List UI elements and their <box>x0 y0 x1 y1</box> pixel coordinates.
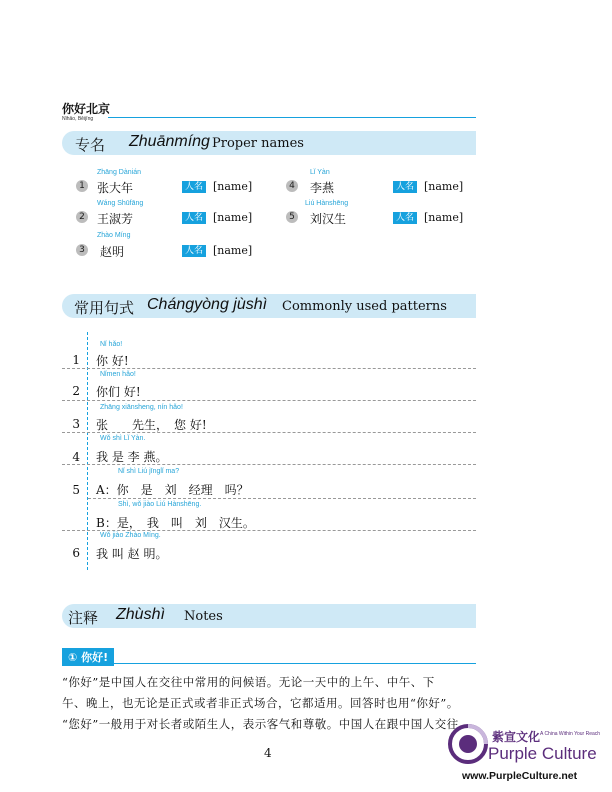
item-gloss: [name] <box>213 180 253 193</box>
logo-pinyin: Nǐhǎo, Běijīng <box>62 116 94 122</box>
section-title-pinyin: Zhuānmíng <box>129 133 210 150</box>
pattern-number: 5 <box>72 483 80 497</box>
header-rule <box>108 117 476 118</box>
item-pinyin: Wáng Shūfāng <box>97 200 144 207</box>
item-number: 3 <box>76 244 88 256</box>
pattern-pinyin: Zhāng xiānsheng, nín hǎo! <box>100 404 183 411</box>
pattern-pinyin: Wǒ shì Lǐ Yàn. <box>100 435 146 442</box>
item-pinyin: Zhāng Dànián <box>97 169 141 176</box>
purple-culture-logo-icon <box>448 724 488 764</box>
row-separator <box>62 464 476 465</box>
page-number: 4 <box>264 746 272 760</box>
section-title-en: Notes <box>184 609 223 624</box>
item-pinyin: Zhào Míng <box>97 232 131 239</box>
person-name-tag: 人名 <box>393 181 417 193</box>
note-paragraph-line: 午、晚上，也无论是正式或者非正式场合，它都适用。回答时也用“你好”。 <box>62 696 459 710</box>
watermark-url: www.PurpleCulture.net <box>462 770 578 782</box>
section-band-notes <box>62 604 476 628</box>
watermark-brand: Purple Culture <box>488 744 597 763</box>
section-band-patterns <box>62 294 476 318</box>
pattern-pinyin: Nǐ hǎo! <box>100 341 123 348</box>
pattern-hanzi: 我 是 李 燕。 <box>96 450 168 464</box>
item-hanzi: 刘汉生 <box>310 212 347 226</box>
section-title-pinyin: Chángyòng jùshì <box>147 296 268 313</box>
row-separator <box>88 498 476 499</box>
pattern-number: 6 <box>72 546 80 560</box>
pattern-number: 3 <box>72 417 80 431</box>
item-number: 5 <box>286 211 298 223</box>
item-hanzi: 王淑芳 <box>97 212 134 226</box>
item-hanzi: 李燕 <box>310 181 335 195</box>
section-title-cn: 专名 <box>75 136 106 154</box>
watermark <box>448 724 610 790</box>
item-gloss: [name] <box>424 180 464 193</box>
pattern-pinyin: Wǒ jiào Zhào Míng. <box>100 532 161 539</box>
person-name-tag: 人名 <box>182 212 206 224</box>
section-title-cn: 常用句式 <box>74 299 135 317</box>
pattern-pinyin: Shì, wǒ jiào Liú Hànshēng. <box>118 501 202 508</box>
person-name-tag: 人名 <box>182 181 206 193</box>
pattern-hanzi: 你们 好! <box>96 385 141 399</box>
item-gloss: [name] <box>213 211 253 224</box>
pattern-hanzi: A：你 是 刘 经理 吗？ <box>96 483 249 497</box>
watermark-tagline: A China Within Your Reach <box>540 731 601 737</box>
item-hanzi: 张大年 <box>97 181 134 195</box>
item-pinyin: Liú Hànshēng <box>305 200 349 207</box>
note-label-rule <box>62 663 476 664</box>
pattern-hanzi: 我 叫 赵 明。 <box>96 547 168 561</box>
row-separator <box>62 400 476 401</box>
watermark-cn: 紫宣文化 <box>492 730 541 744</box>
item-number: 1 <box>76 180 88 192</box>
item-gloss: [name] <box>424 211 464 224</box>
section-title-cn: 注释 <box>68 609 99 627</box>
note-label: ① 你好! <box>62 648 114 666</box>
person-name-tag: 人名 <box>182 245 206 257</box>
pattern-number: 4 <box>72 450 80 464</box>
pattern-pinyin: Nǐ shì Liú jīnglǐ ma? <box>118 468 180 475</box>
item-number: 4 <box>286 180 298 192</box>
row-separator <box>62 432 476 433</box>
pattern-pinyin: Nǐmen hǎo! <box>100 371 136 378</box>
section-title-en: Commonly used patterns <box>282 299 447 314</box>
note-paragraph-line: “您好”一般用于对长者或陌生人，表示客气和尊敬。中国人在跟中国人交往 <box>62 717 459 731</box>
pattern-hanzi: 张 先生， 您 好! <box>96 418 207 432</box>
pattern-number: 1 <box>72 353 80 367</box>
section-title-en: Proper names <box>212 136 304 151</box>
pattern-hanzi: B：是， 我 叫 刘 汉生。 <box>96 516 255 530</box>
section-band-proper-names <box>62 131 476 155</box>
pattern-hanzi: 你 好! <box>96 354 129 368</box>
logo-text: 你好北京 <box>62 102 111 116</box>
item-pinyin: Lǐ Yàn <box>310 169 330 176</box>
note-paragraph-line: “你好”是中国人在交往中常用的问候语。无论一天中的上午、中午、下 <box>62 675 435 689</box>
item-hanzi: 赵明 <box>100 245 125 259</box>
item-gloss: [name] <box>213 244 253 257</box>
row-separator <box>62 368 476 369</box>
book-logo <box>62 100 110 122</box>
person-name-tag: 人名 <box>393 212 417 224</box>
section-title-pinyin: Zhùshì <box>116 606 165 623</box>
pattern-number: 2 <box>72 384 80 398</box>
row-separator <box>62 530 476 531</box>
item-number: 2 <box>76 211 88 223</box>
